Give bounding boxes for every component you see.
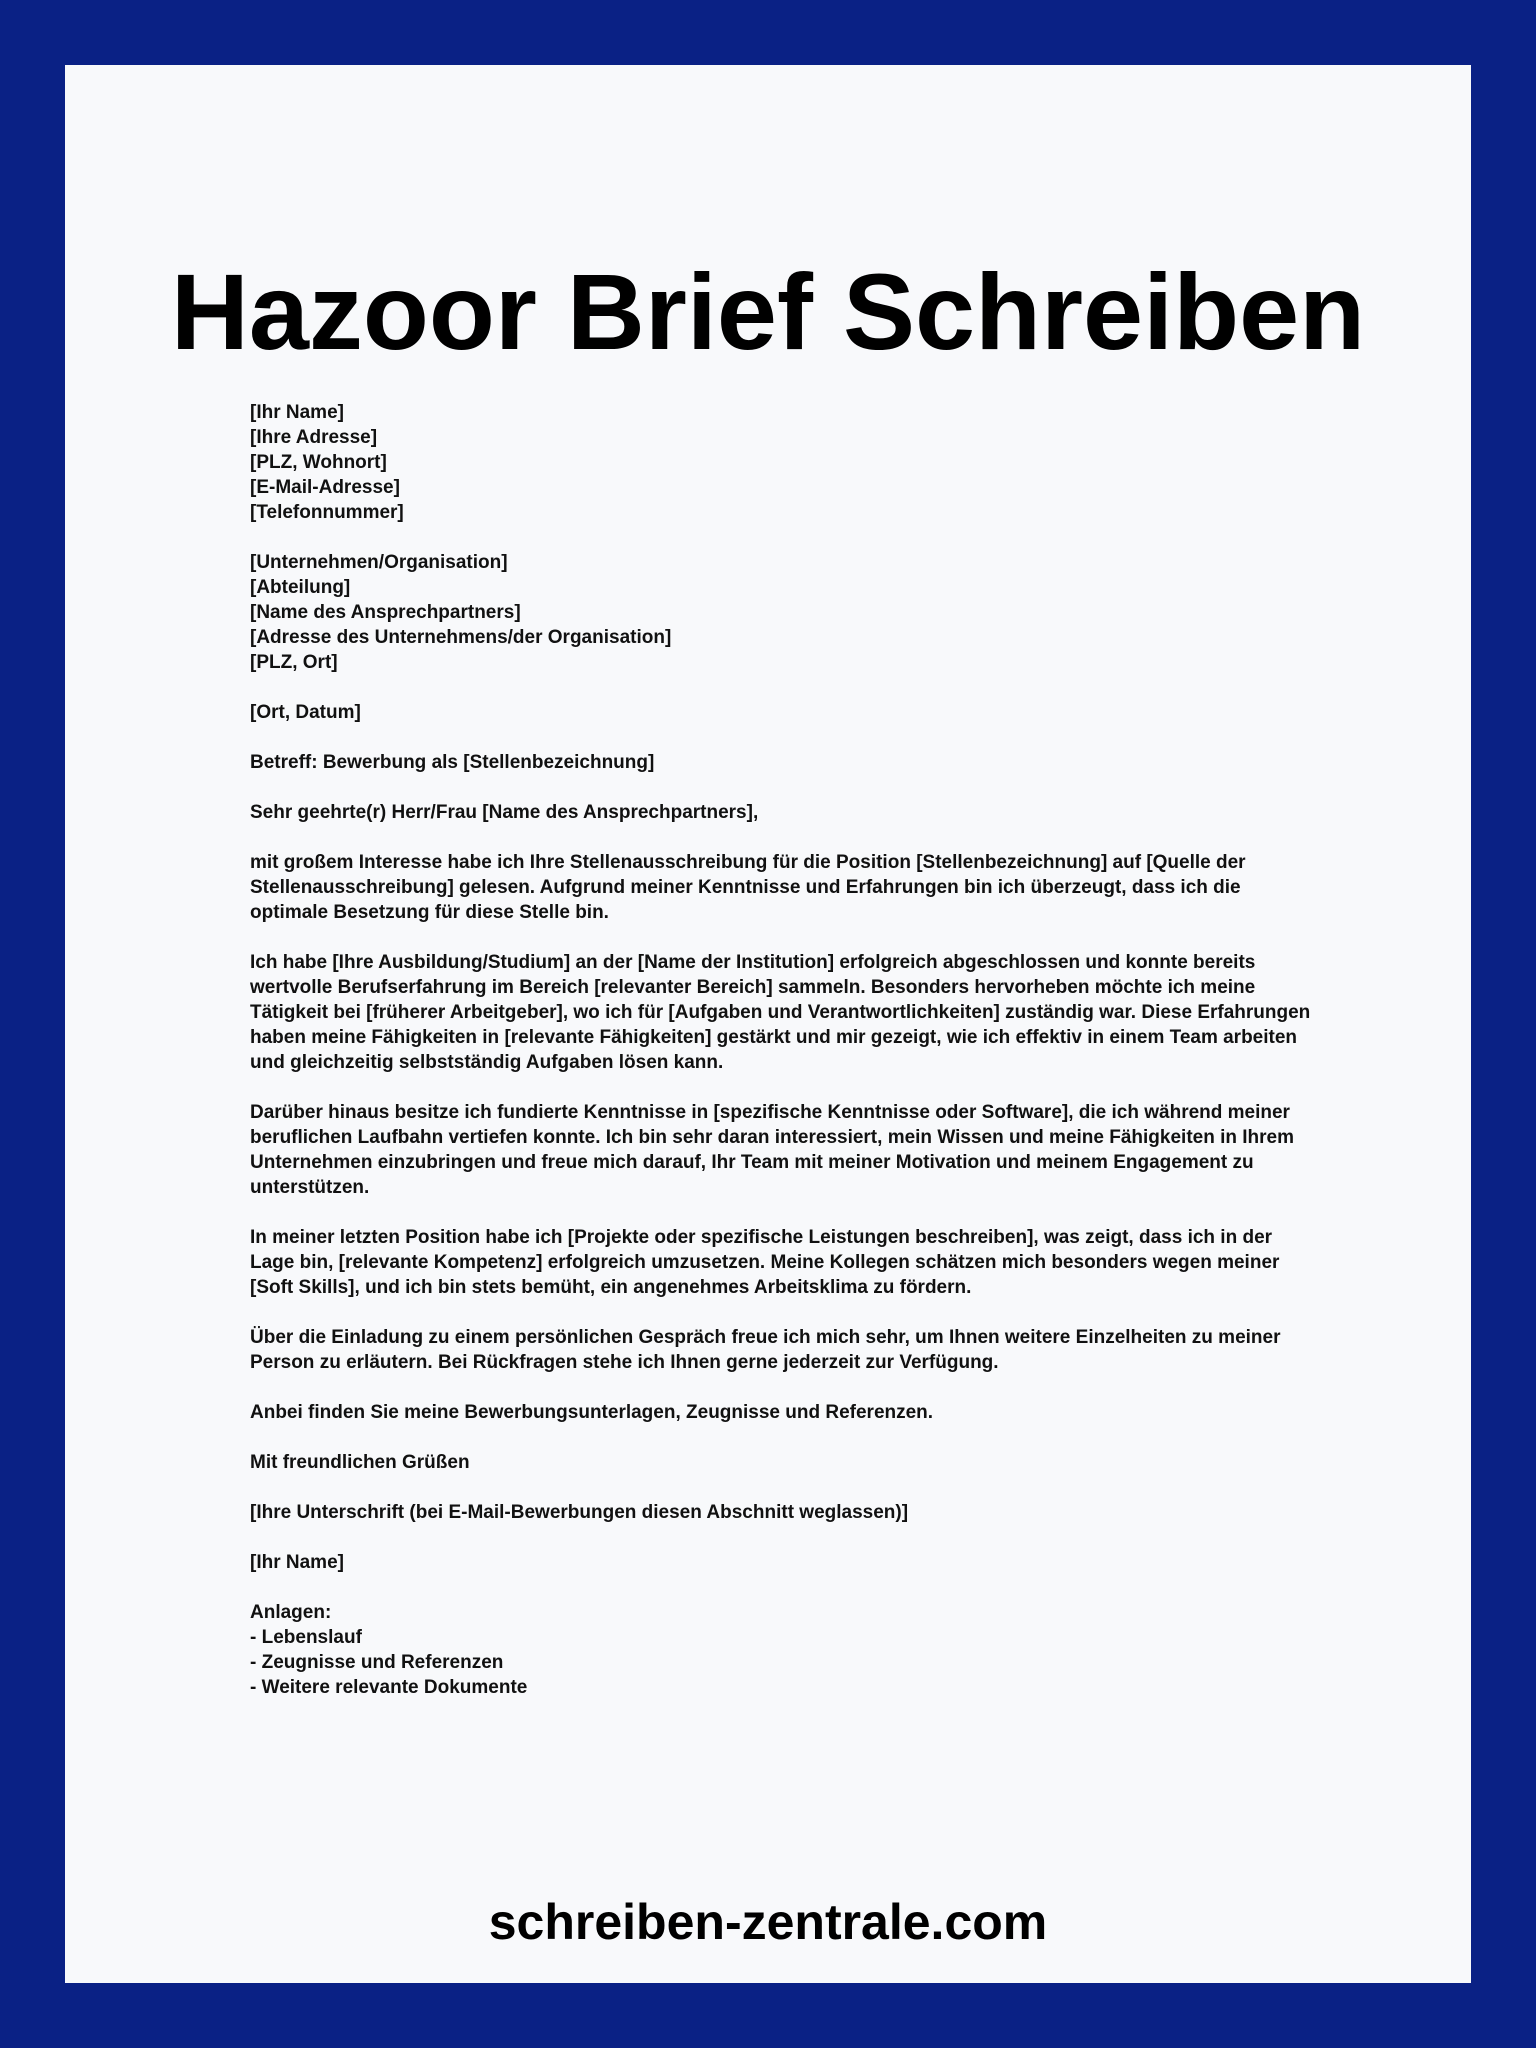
footer-website: schreiben-zentrale.com (488, 1894, 1048, 1950)
paragraph-interview: Über die Einladung zu einem persönlichen Gespräch freue ich mich sehr, um Ihnen weitere Einzelheiten zu meiner Person zu erläutern. Bei Rückfragen stehe ich Ihnen gerne jederzeit zur Verfügung. (250, 1327, 1281, 1373)
sender-block (250, 400, 1360, 525)
document-page (65, 65, 1471, 1983)
sender-address: [Ihre Adresse] (250, 427, 378, 448)
letter-body (250, 400, 1360, 1725)
page-title: Hazoor Brief Schreiben (170, 251, 1366, 372)
attachment-item: - Lebenslauf (250, 1627, 362, 1648)
attachment-item: - Zeugnisse und Referenzen (250, 1652, 504, 1673)
recipient-department: [Abteilung] (250, 577, 351, 598)
subject-line: Betreff: Bewerbung als [Stellenbezeichnung] (250, 752, 655, 773)
sender-phone: [Telefonnummer] (250, 502, 404, 523)
recipient-city: [PLZ, Ort] (250, 652, 338, 673)
closing: Mit freundlichen Grüßen (250, 1452, 470, 1473)
recipient-contact: [Name des Ansprechpartners] (250, 602, 521, 623)
sender-city: [PLZ, Wohnort] (250, 452, 387, 473)
recipient-company: [Unternehmen/Organisation] (250, 552, 508, 573)
recipient-block (250, 550, 1360, 675)
sender-name: [Ihr Name] (250, 402, 344, 423)
paragraph-attachments: Anbei finden Sie meine Bewerbungsunterlagen, Zeugnisse und Referenzen. (250, 1402, 934, 1423)
signature-placeholder: [Ihre Unterschrift (bei E-Mail-Bewerbungen diesen Abschnitt weglassen)] (250, 1502, 909, 1523)
attachment-item: - Weitere relevante Dokumente (250, 1677, 528, 1698)
salutation: Sehr geehrte(r) Herr/Frau [Name des Ansprechpartners], (250, 802, 759, 823)
paragraph-skills: Darüber hinaus besitze ich fundierte Kenntnisse in [spezifische Kenntnisse oder Software], die ich während meiner beruflichen Laufbahn vertiefen konnte. Ich bin sehr daran interessiert, mein Wissen und meine Fähigkeiten in Ihrem Unternehmen einzubringen und freue mich darauf, Ihr Team mit meiner Motivation und meinem Engagement zu unterstützen. (250, 1102, 1294, 1198)
date-line: [Ort, Datum] (250, 702, 361, 723)
paragraph-intro: mit großem Interesse habe ich Ihre Stellenausschreibung für die Position [Stellenbezeichnung] auf [Quelle der Stellenausschreibung] gelesen. Aufgrund meiner Kenntnisse und Erfahrungen bin ich überzeugt, dass ich die optimale Besetzung für diese Stelle bin. (250, 852, 1246, 923)
attachments-label: Anlagen: (250, 1602, 332, 1623)
recipient-address: [Adresse des Unternehmens/der Organisation] (250, 627, 672, 648)
attachments-list (250, 1600, 1360, 1700)
paragraph-experience: In meiner letzten Position habe ich [Projekte oder spezifische Leistungen beschreiben], was zeigt, dass ich in der Lage bin, [relevante Kompetenz] erfolgreich umzusetzen. Meine Kollegen schätzen mich besonders wegen meiner [Soft Skills], und ich bin stets bemüht, ein angenehmes Arbeitsklima zu fördern. (250, 1227, 1280, 1298)
signed-name: [Ihr Name] (250, 1552, 344, 1573)
sender-email: [E-Mail-Adresse] (250, 477, 400, 498)
paragraph-education: Ich habe [Ihre Ausbildung/Studium] an der [Name der Institution] erfolgreich abgeschlossen und konnte bereits wertvolle Berufserfahrung im Bereich [relevanter Bereich] sammeln. Besonders hervorheben möchte ich meine Tätigkeit bei [früherer Arbeitgeber], wo ich für [Aufgaben und Verantwortlichkeiten] zuständig war. Diese Erfahrungen haben meine Fähigkeiten in [relevante Fähigkeiten] gestärkt und mir gezeigt, wie ich effektiv in einem Team arbeiten und gleichzeitig selbstständig Aufgaben lösen kann. (250, 952, 1311, 1073)
